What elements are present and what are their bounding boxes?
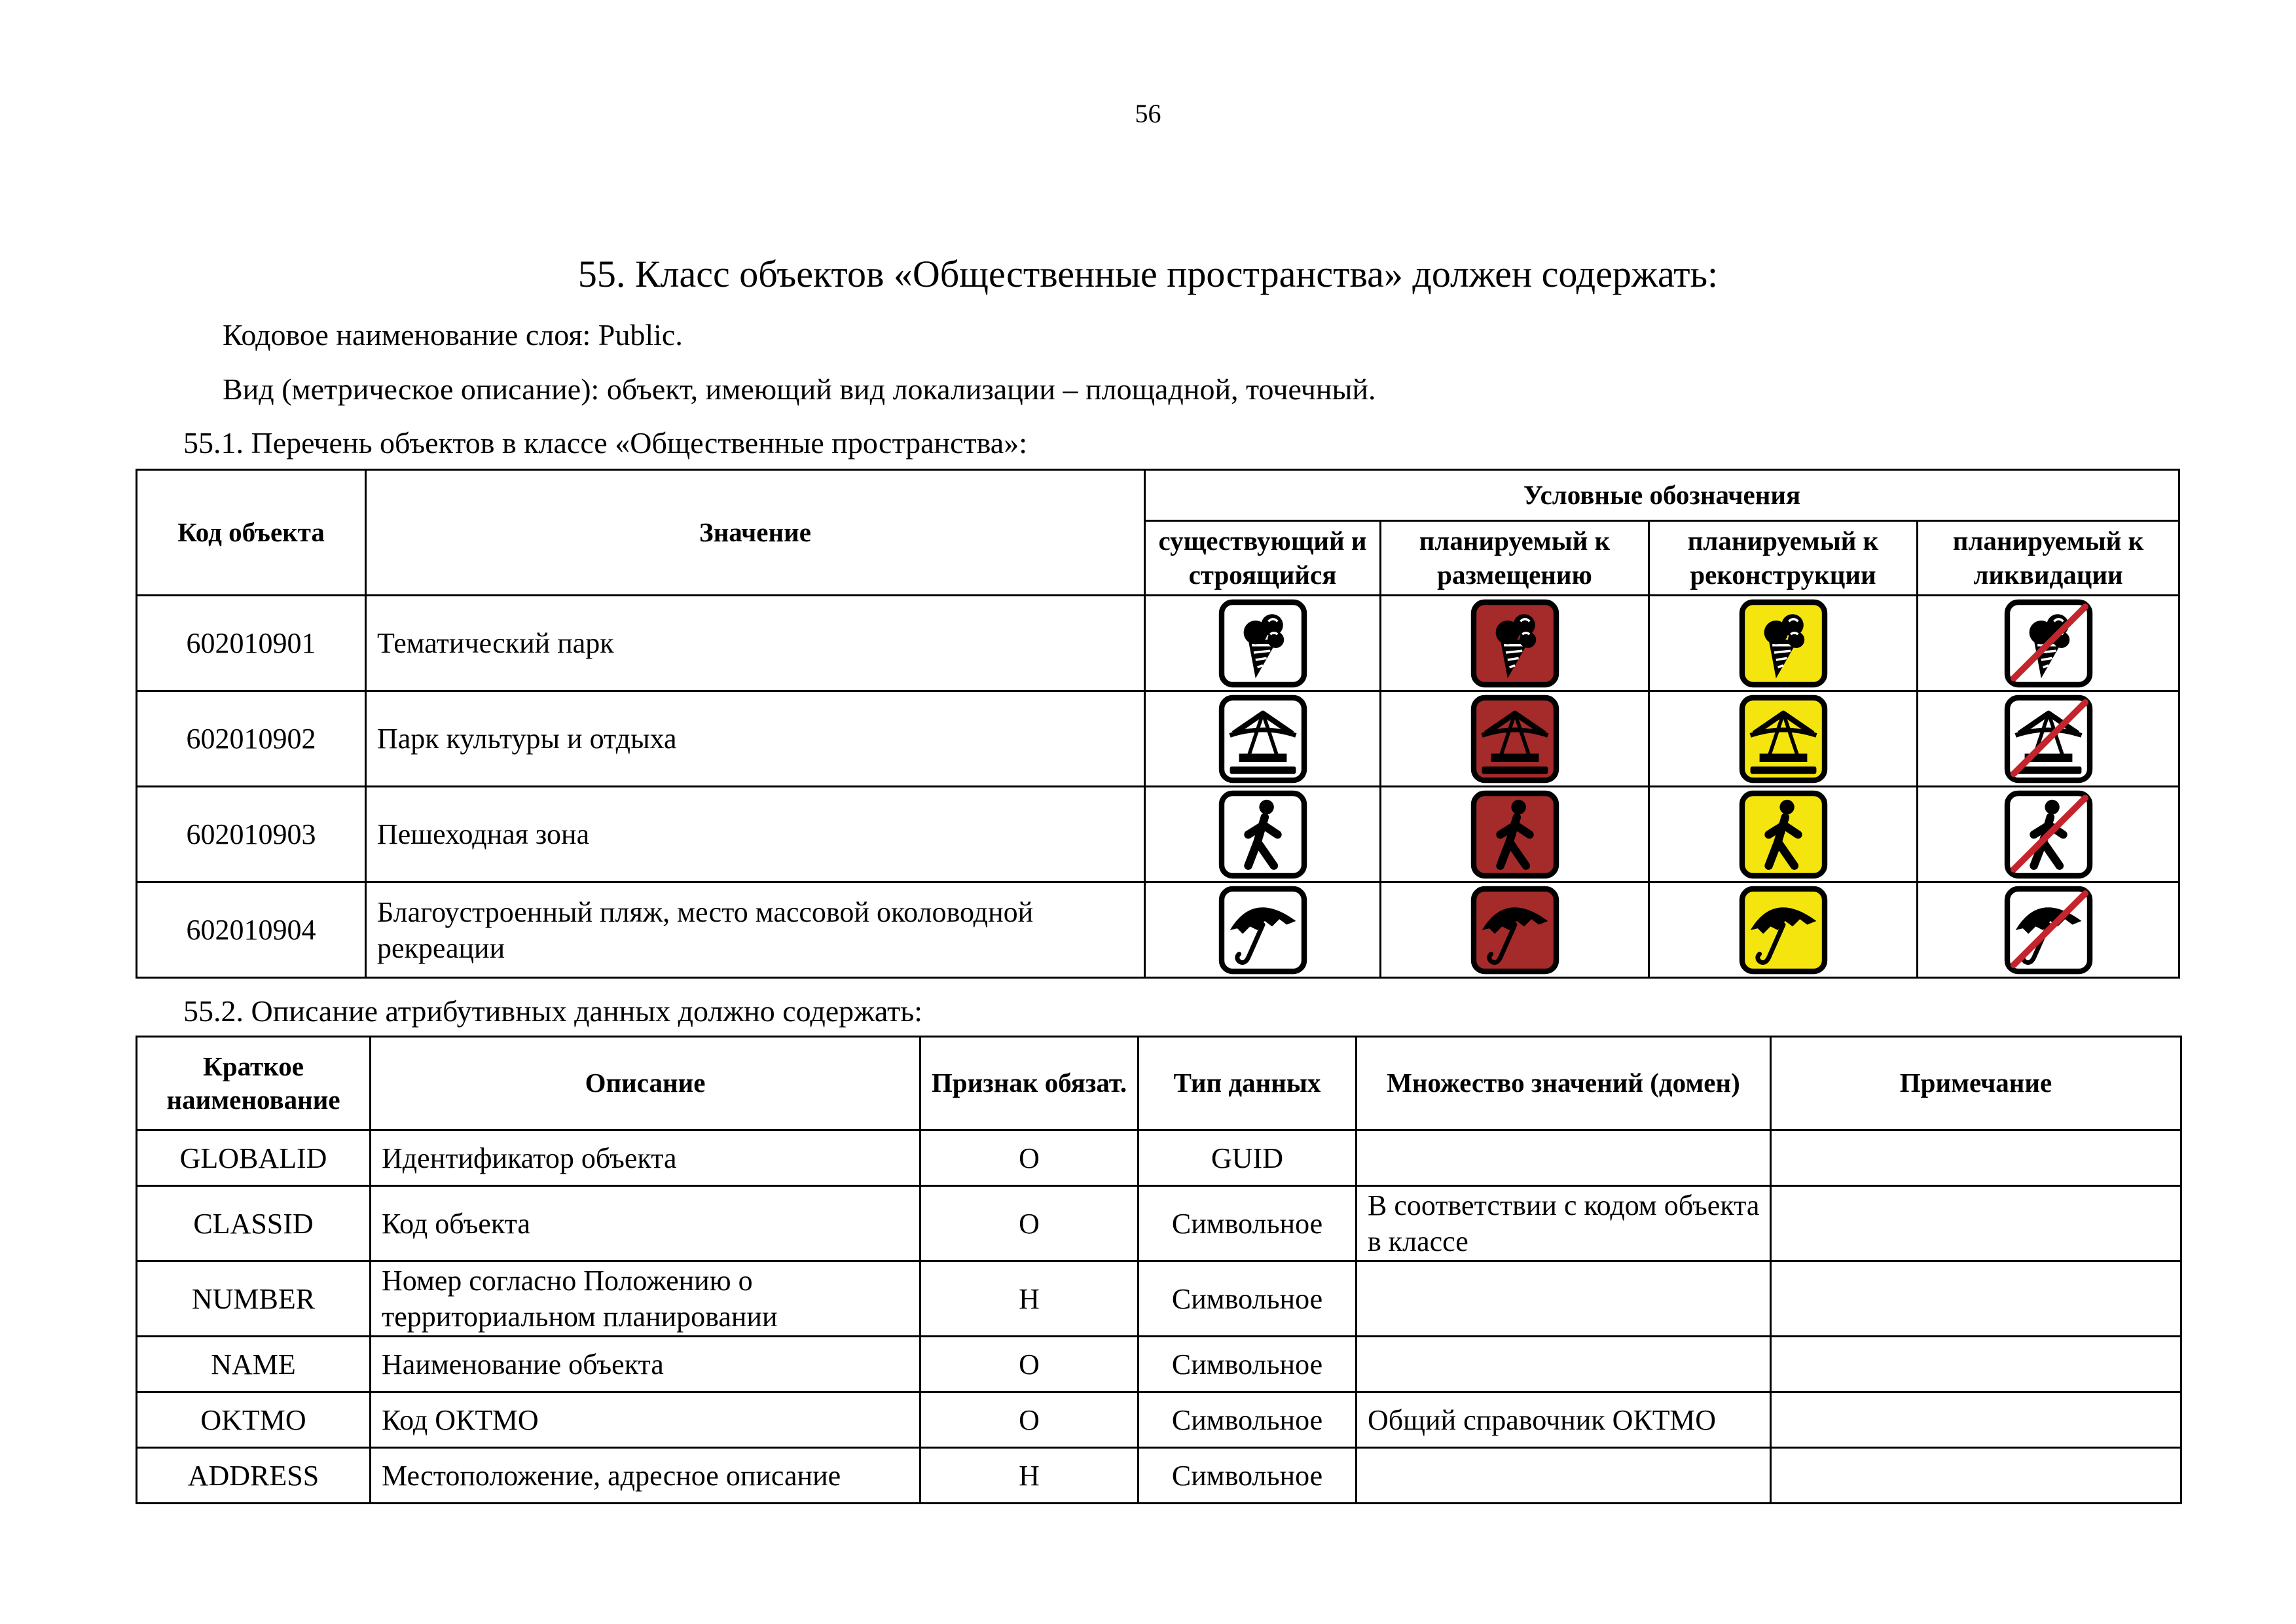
attributes-heading: 55.2. Описание атрибутивных данных должно содержать:	[183, 994, 923, 1028]
attr-note	[1771, 1261, 2181, 1337]
attr-short-name: GLOBALID	[137, 1130, 371, 1186]
attr-note	[1771, 1337, 2181, 1392]
object-value: Пешеходная зона	[366, 787, 1145, 882]
object-value: Тематический парк	[366, 596, 1145, 691]
object-code: 602010902	[137, 691, 366, 787]
table-row	[137, 1186, 2181, 1261]
table-row	[137, 882, 2179, 978]
attr-domain	[1357, 1337, 1771, 1392]
attr-note	[1771, 1448, 2181, 1504]
attr-domain	[1357, 1448, 1771, 1504]
header-planned-reconstruction: планируемый к реконструкции	[1649, 521, 1918, 596]
attr-domain: Общий справочник ОКТМО	[1357, 1392, 1771, 1448]
attr-required: О	[920, 1186, 1139, 1261]
attr-domain	[1357, 1261, 1771, 1337]
attr-required: О	[920, 1337, 1139, 1392]
section-title: 55. Класс объектов «Общественные пространства» должен содержать:	[577, 253, 1719, 295]
attr-data-type: Символьное	[1139, 1448, 1357, 1504]
attr-description: Код объекта	[371, 1186, 920, 1261]
attr-domain: В соответствии с кодом объекта в классе	[1357, 1186, 1771, 1261]
attributes-table	[136, 1036, 2182, 1504]
attr-note	[1771, 1186, 2181, 1261]
list-heading: 55.1. Перечень объектов в классе «Общественные пространства»:	[183, 426, 1027, 460]
pedestrian-icon	[1217, 789, 1309, 880]
attr-domain	[1357, 1130, 1771, 1186]
object-value: Парк культуры и отдыха	[366, 691, 1145, 787]
swing-ride-icon	[1738, 693, 1829, 785]
header-note: Примечание	[1771, 1037, 2181, 1130]
ice-cream-icon	[1738, 598, 1829, 689]
objects-table	[136, 469, 2180, 979]
object-value: Благоустроенный пляж, место массовой околоводной рекреации	[366, 882, 1145, 978]
attr-required: Н	[920, 1261, 1139, 1337]
table-row	[137, 1130, 2181, 1186]
pedestrian-icon	[1469, 789, 1561, 880]
attr-description: Местоположение, адресное описание	[371, 1448, 920, 1504]
object-code: 602010901	[137, 596, 366, 691]
geometry-line: Вид (метрическое описание): объект, имеющий вид локализации – площадной, точечный.	[223, 372, 1376, 406]
ice-cream-icon	[1217, 598, 1309, 689]
table-row	[137, 1337, 2181, 1392]
table-row	[137, 691, 2179, 787]
ice-cream-icon	[1469, 598, 1561, 689]
header-code: Код объекта	[137, 470, 366, 596]
swing-ride-icon	[1469, 693, 1561, 785]
attr-short-name: CLASSID	[137, 1186, 371, 1261]
header-planned-placement: планируемый к размещению	[1381, 521, 1649, 596]
attr-note	[1771, 1392, 2181, 1448]
umbrella-icon	[1738, 884, 1829, 976]
header-description: Описание	[371, 1037, 920, 1130]
object-code: 602010903	[137, 787, 366, 882]
header-required: Признак обязат.	[920, 1037, 1139, 1130]
attr-data-type: Символьное	[1139, 1261, 1357, 1337]
table-row	[137, 1261, 2181, 1337]
swing-ride-icon	[2003, 693, 2094, 785]
attr-short-name: NUMBER	[137, 1261, 371, 1337]
umbrella-icon	[1469, 884, 1561, 976]
attr-data-type: Символьное	[1139, 1186, 1357, 1261]
header-data-type: Тип данных	[1139, 1037, 1357, 1130]
attr-description: Идентификатор объекта	[371, 1130, 920, 1186]
umbrella-icon	[2003, 884, 2094, 976]
header-existing: существующий и строящийся	[1145, 521, 1381, 596]
header-short-name: Краткое наименование	[137, 1037, 371, 1130]
attr-required: О	[920, 1130, 1139, 1186]
attr-short-name: ADDRESS	[137, 1448, 371, 1504]
header-value: Значение	[366, 470, 1145, 596]
table-row	[137, 1392, 2181, 1448]
pedestrian-icon	[2003, 789, 2094, 880]
attr-short-name: OKTMO	[137, 1392, 371, 1448]
layer-code-line: Кодовое наименование слоя: Public.	[223, 318, 683, 352]
object-code: 602010904	[137, 882, 366, 978]
attr-description: Наименование объекта	[371, 1337, 920, 1392]
table-row	[137, 596, 2179, 691]
attr-data-type: Символьное	[1139, 1337, 1357, 1392]
attr-data-type: Символьное	[1139, 1392, 1357, 1448]
attr-note	[1771, 1130, 2181, 1186]
pedestrian-icon	[1738, 789, 1829, 880]
attr-data-type: GUID	[1139, 1130, 1357, 1186]
attr-required: Н	[920, 1448, 1139, 1504]
header-planned-liquidation: планируемый к ликвидации	[1918, 521, 2179, 596]
umbrella-icon	[1217, 884, 1309, 976]
swing-ride-icon	[1217, 693, 1309, 785]
attr-required: О	[920, 1392, 1139, 1448]
attr-description: Номер согласно Положению о территориальном планировании	[371, 1261, 920, 1337]
attr-short-name: NAME	[137, 1337, 371, 1392]
header-legend-group: Условные обозначения	[1145, 470, 2179, 521]
ice-cream-icon	[2003, 598, 2094, 689]
page-number: 56	[1135, 99, 1161, 128]
table-row	[137, 1448, 2181, 1504]
attr-description: Код ОКТМО	[371, 1392, 920, 1448]
header-domain: Множество значений (домен)	[1357, 1037, 1771, 1130]
table-row	[137, 787, 2179, 882]
